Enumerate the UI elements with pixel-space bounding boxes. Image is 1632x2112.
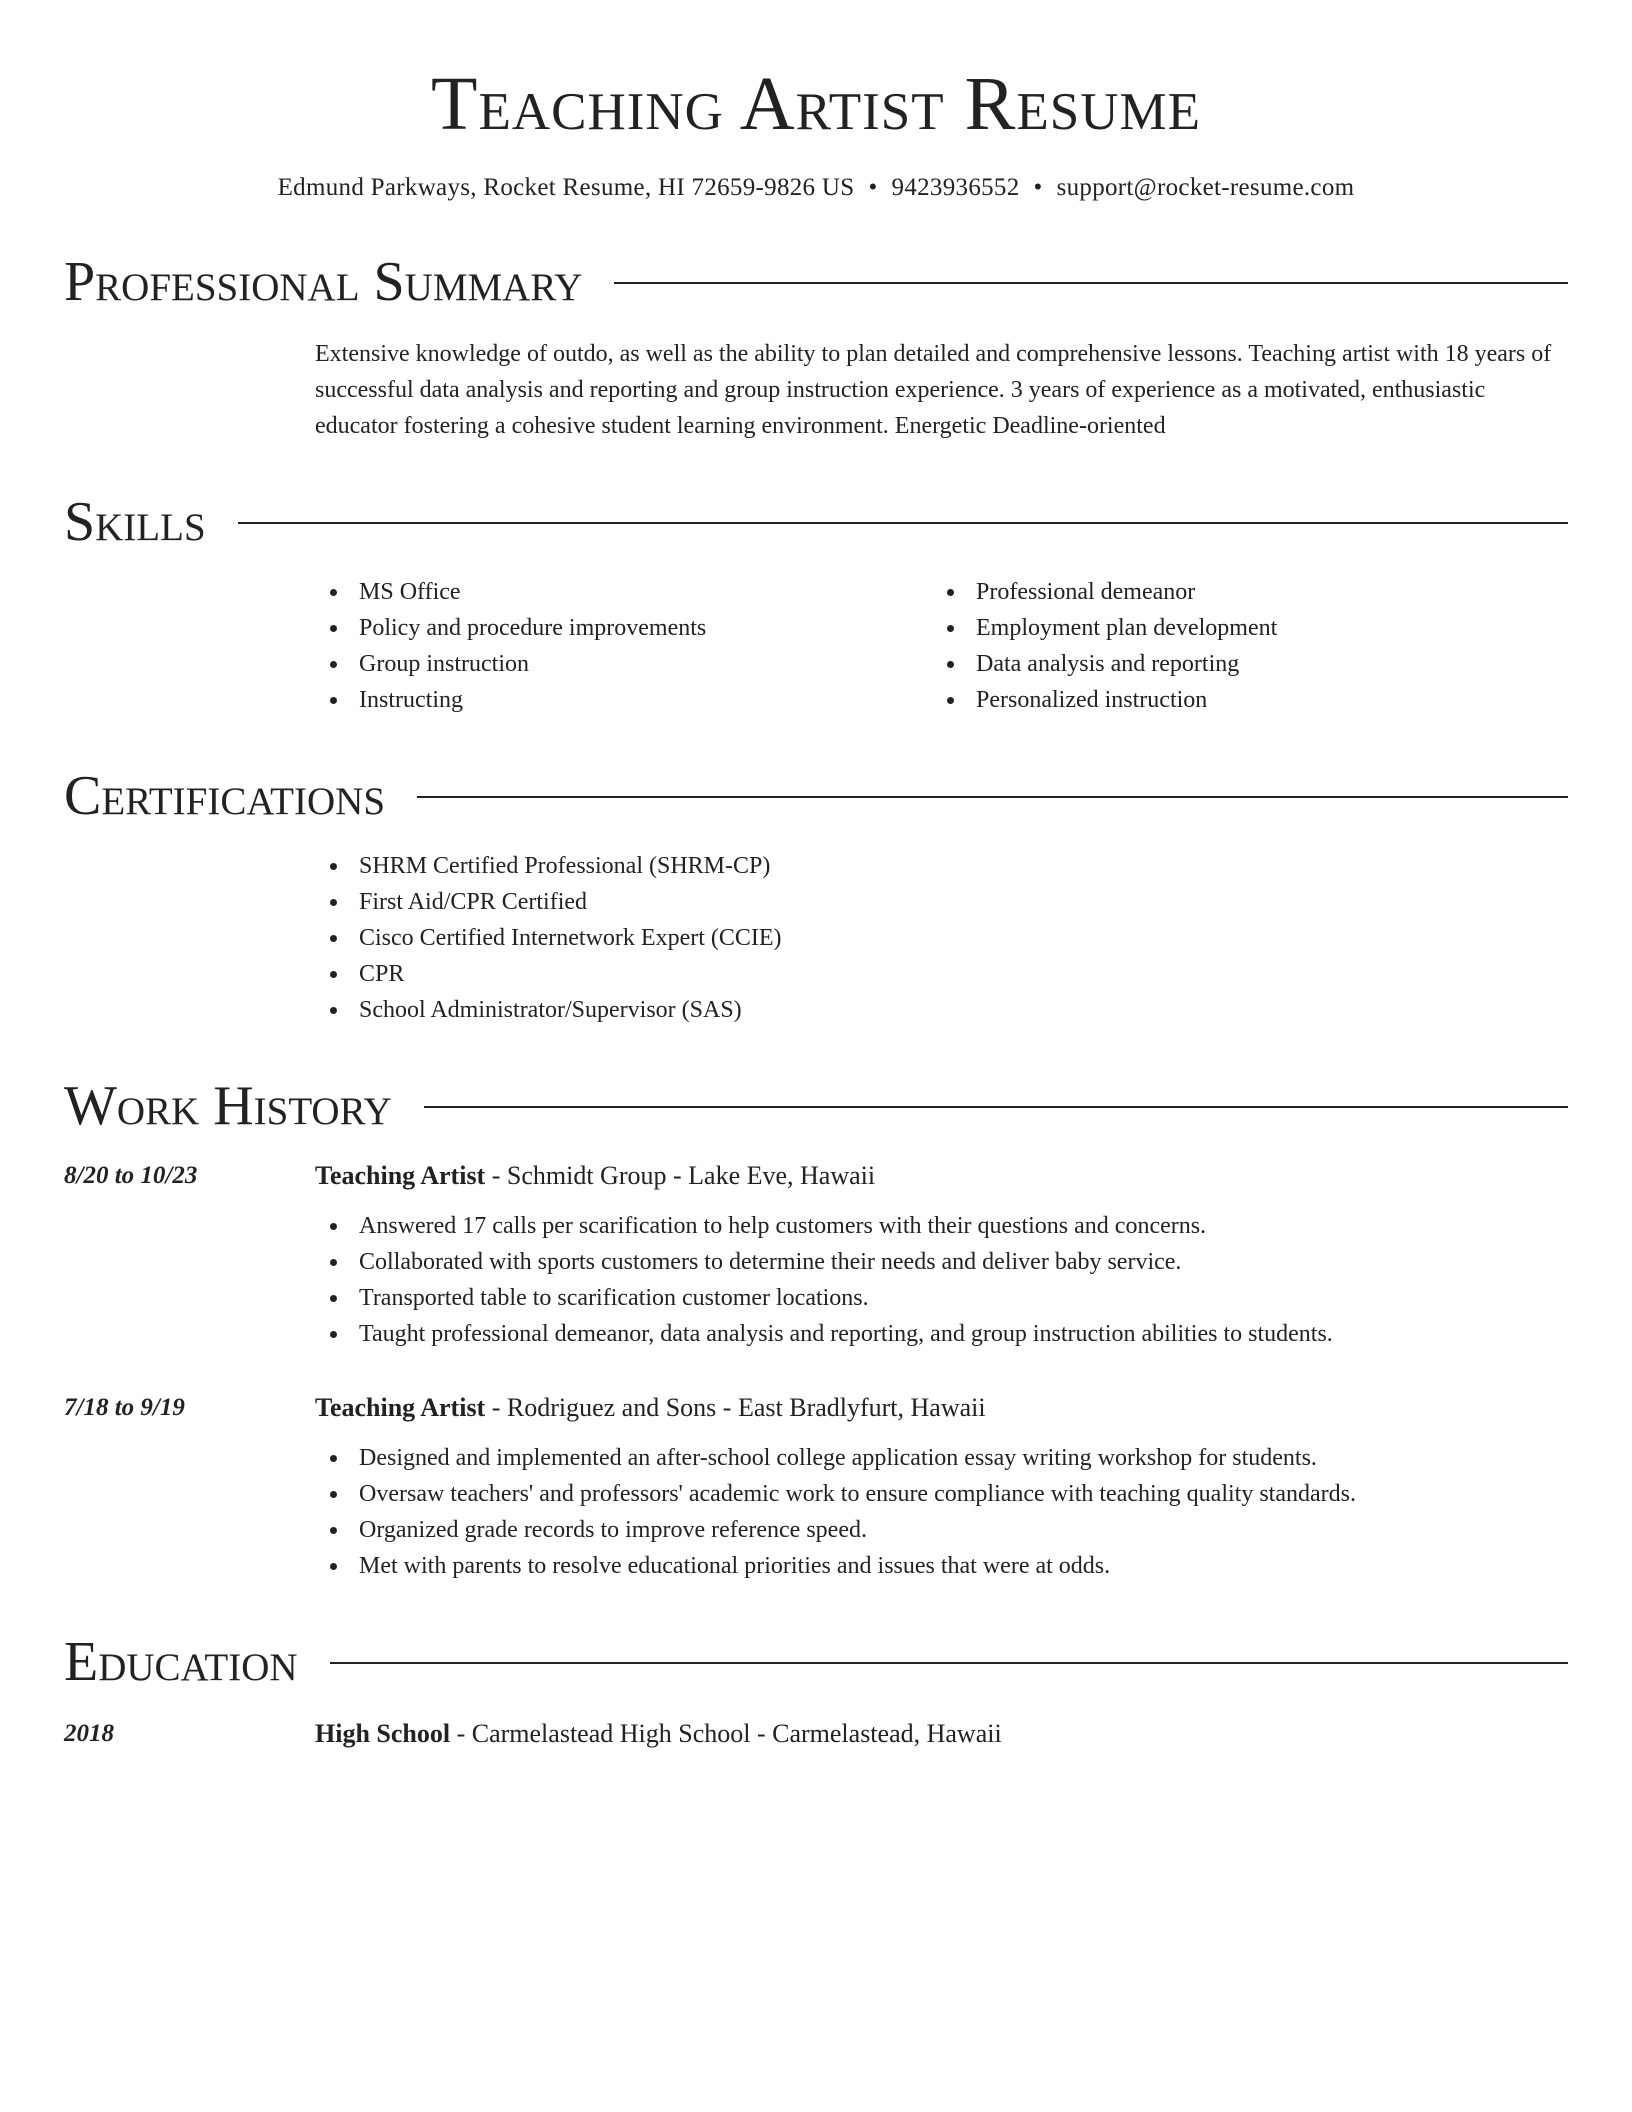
resume-page bbox=[64, 0, 1568, 1752]
skills-column-right bbox=[932, 574, 1549, 718]
job-bullets bbox=[315, 1208, 1568, 1352]
education-section-header bbox=[64, 1630, 1568, 1694]
skill-item: Personalized instruction bbox=[932, 682, 1549, 718]
skill-item: Policy and procedure improvements bbox=[315, 610, 932, 646]
certification-item: First Aid/CPR Certified bbox=[315, 884, 1568, 920]
job-employer-location: - Schmidt Group - Lake Eve, Hawaii bbox=[485, 1161, 876, 1190]
skill-item: Data analysis and reporting bbox=[932, 646, 1549, 682]
certifications-section-header bbox=[64, 764, 1568, 828]
education-degree: High School bbox=[315, 1719, 451, 1748]
skill-item: Group instruction bbox=[315, 646, 932, 682]
education-heading bbox=[315, 1716, 1568, 1752]
summary-section-title: Professional Summary bbox=[64, 251, 583, 313]
work-section-title: Work History bbox=[64, 1075, 392, 1137]
education-body bbox=[315, 1716, 1568, 1752]
contact-address: Edmund Parkways, Rocket Resume, HI 72659-9826 US bbox=[277, 174, 855, 201]
resume-name: Teaching Artist Resume bbox=[431, 62, 1201, 146]
education-entry bbox=[64, 1716, 1568, 1752]
job-body bbox=[315, 1390, 1568, 1584]
job-heading bbox=[315, 1158, 1568, 1194]
certification-item: SHRM Certified Professional (SHRM-CP) bbox=[315, 848, 1568, 884]
job-bullet: Oversaw teachers' and professors' academic work to ensure compliance with teaching quality standards. bbox=[315, 1476, 1568, 1512]
summary-section-header bbox=[64, 250, 1568, 314]
education-section-title: Education bbox=[64, 1631, 298, 1693]
skills-section-title: Skills bbox=[64, 491, 206, 553]
skill-item: Instructing bbox=[315, 682, 932, 718]
job-dates: 7/18 to 9/19 bbox=[64, 1394, 185, 1421]
contact-separator: • bbox=[868, 174, 878, 201]
section-divider bbox=[238, 522, 1568, 524]
certifications-section-title: Certifications bbox=[64, 765, 386, 827]
job-bullets bbox=[315, 1440, 1568, 1584]
skills-section-header bbox=[64, 490, 1568, 554]
job-entry bbox=[64, 1158, 1568, 1352]
skills-column-left bbox=[315, 574, 932, 718]
job-employer-location: - Rodriguez and Sons - East Bradlyfurt, Hawaii bbox=[485, 1393, 986, 1422]
work-section-header bbox=[64, 1074, 1568, 1138]
job-bullet: Organized grade records to improve reference speed. bbox=[315, 1512, 1568, 1548]
skill-item: MS Office bbox=[315, 574, 932, 610]
education-year: 2018 bbox=[64, 1720, 114, 1747]
certification-item: CPR bbox=[315, 956, 1568, 992]
summary-text: Extensive knowledge of outdo, as well as the ability to plan detailed and comprehensive lessons. Teaching artist with 18 years of successful data analysis and reporting and group instruction experience. 3 years of experience as a motivated, enthusiastic educator fostering a cohesive student learning environment. Energetic Deadline-oriented bbox=[315, 341, 1552, 439]
certification-item: Cisco Certified Internetwork Expert (CCIE) bbox=[315, 920, 1568, 956]
certification-item: School Administrator/Supervisor (SAS) bbox=[315, 992, 1568, 1028]
skill-item: Professional demeanor bbox=[932, 574, 1549, 610]
job-bullet: Met with parents to resolve educational priorities and issues that were at odds. bbox=[315, 1548, 1568, 1584]
job-title: Teaching Artist bbox=[315, 1161, 486, 1190]
job-bullet: Taught professional demeanor, data analysis and reporting, and group instruction abilities to students. bbox=[315, 1316, 1568, 1352]
job-dates: 8/20 to 10/23 bbox=[64, 1162, 198, 1189]
skill-item: Employment plan development bbox=[932, 610, 1549, 646]
contact-line bbox=[64, 172, 1568, 204]
job-bullet: Collaborated with sports customers to determine their needs and deliver baby service. bbox=[315, 1244, 1568, 1280]
contact-phone: 9423936552 bbox=[891, 174, 1020, 201]
job-entry bbox=[64, 1390, 1568, 1584]
education-school-location: - Carmelastead High School - Carmelastead, Hawaii bbox=[450, 1719, 1002, 1748]
section-divider bbox=[330, 1662, 1568, 1664]
job-bullet: Answered 17 calls per scarification to help customers with their questions and concerns. bbox=[315, 1208, 1568, 1244]
section-divider bbox=[424, 1106, 1568, 1108]
contact-separator: • bbox=[1033, 174, 1043, 201]
job-bullet: Designed and implemented an after-school college application essay writing workshop for students. bbox=[315, 1440, 1568, 1476]
job-body bbox=[315, 1158, 1568, 1352]
section-divider bbox=[614, 282, 1568, 284]
contact-email: support@rocket-resume.com bbox=[1056, 174, 1355, 201]
section-divider bbox=[417, 796, 1568, 798]
certifications-list bbox=[315, 848, 1568, 1028]
job-title: Teaching Artist bbox=[315, 1393, 486, 1422]
job-heading bbox=[315, 1390, 1568, 1426]
skills-grid bbox=[315, 574, 1568, 718]
job-bullet: Transported table to scarification customer locations. bbox=[315, 1280, 1568, 1316]
